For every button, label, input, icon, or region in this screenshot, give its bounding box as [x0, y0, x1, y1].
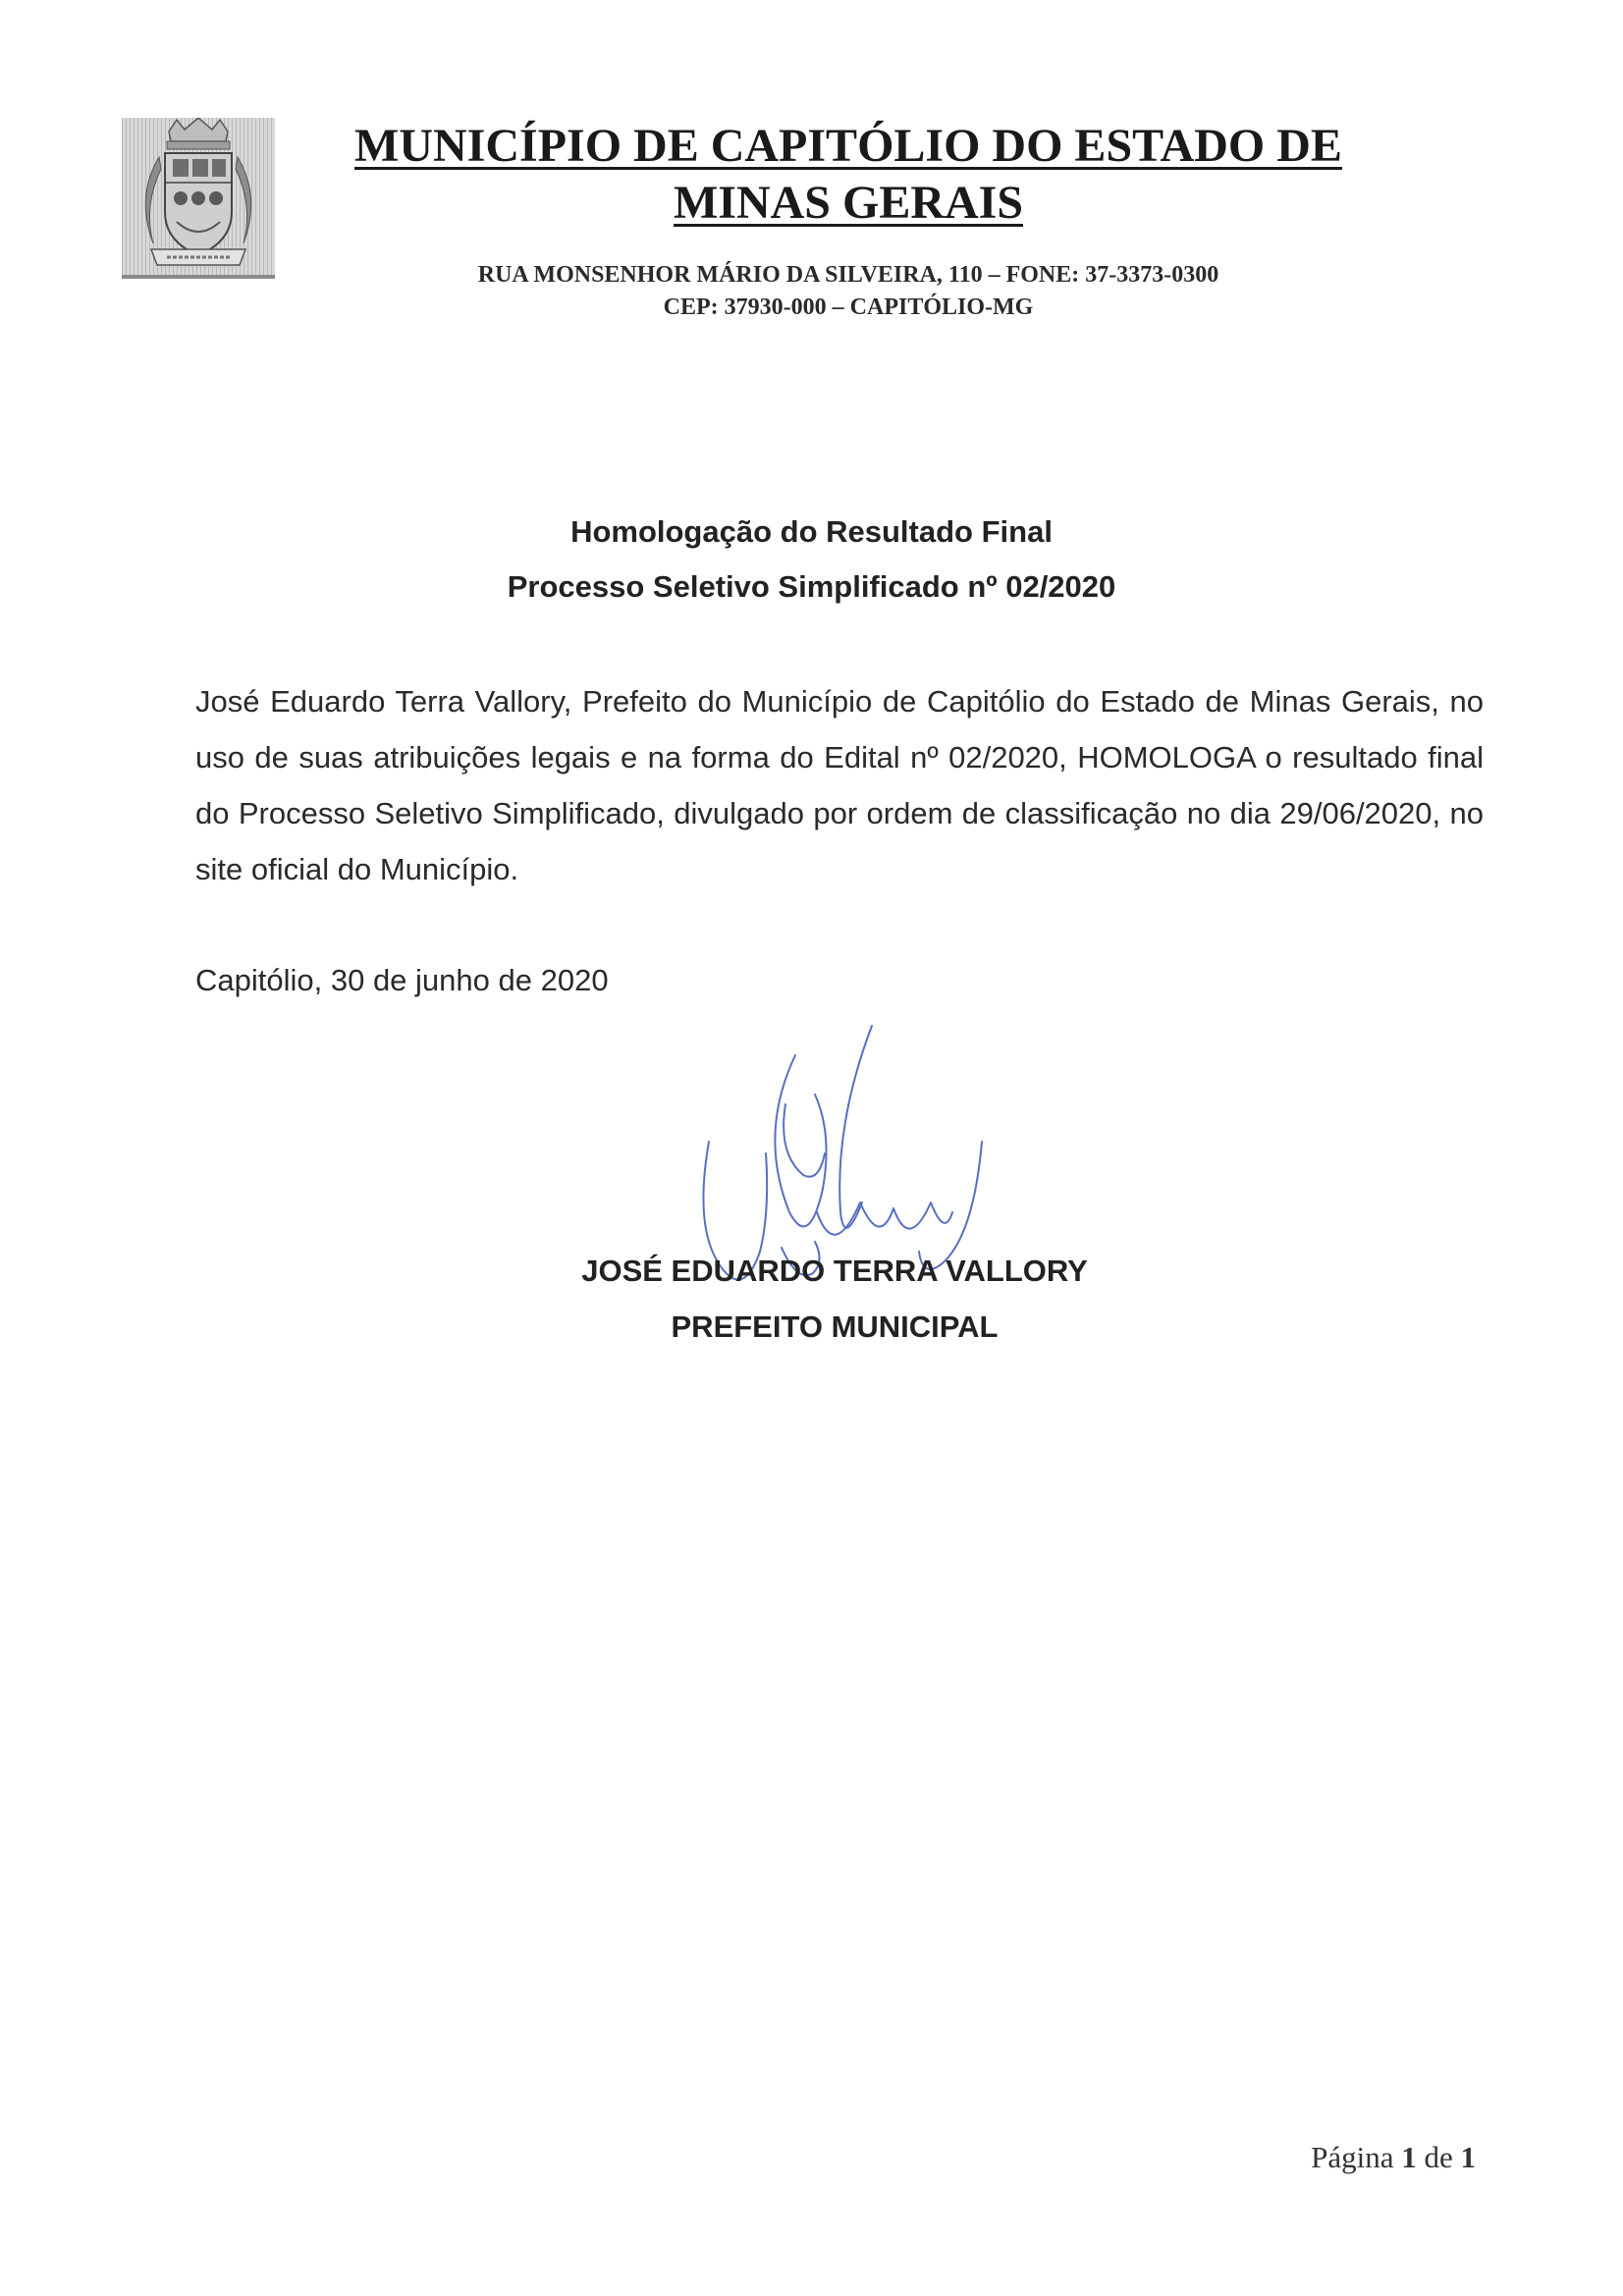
document-title: Homologação do Resultado Final: [570, 514, 1053, 549]
document-body: José Eduardo Terra Vallory, Prefeito do Município de Capitólio do Estado de Minas Gerais, no uso de suas atribuições legais e na forma do Edital nº 02/2020, HOMOLOGA o resultado final do Processo Seletivo Simplificado, divulgado por ordem de classificação no dia 29/06/2020, no site oficial do Município.: [195, 684, 1484, 886]
municipality-title-line2: MINAS GERAIS: [673, 177, 1024, 229]
page-of: de: [1424, 2140, 1453, 2174]
page-current: 1: [1401, 2140, 1417, 2174]
address-line: RUA MONSENHOR MÁRIO DA SILVEIRA, 110 – FONE: 37-3373-0300: [477, 262, 1219, 288]
postal-code-line: CEP: 37930-000 – CAPITÓLIO-MG: [663, 294, 1034, 320]
page-total: 1: [1460, 2140, 1476, 2174]
signatory-block: [511, 1243, 1159, 1355]
municipality-title-line1: MUNICÍPIO DE CAPITÓLIO DO ESTADO DE: [354, 120, 1342, 172]
page-label: Página: [1311, 2140, 1394, 2174]
signatory-role: PREFEITO MUNICIPAL: [671, 1309, 999, 1344]
municipality-title: [318, 118, 1379, 232]
signatory-name: JOSÉ EDUARDO TERRA VALLORY: [581, 1254, 1088, 1288]
page-number: [1311, 2138, 1476, 2177]
coat-of-arms-icon: [122, 118, 275, 279]
municipality-address: [318, 259, 1379, 324]
document-heading: [0, 505, 1623, 614]
letterhead: [122, 118, 1379, 320]
document-date: Capitólio, 30 de junho de 2020: [195, 963, 609, 997]
document-subtitle: Processo Seletivo Simplificado nº 02/2020: [507, 569, 1116, 604]
